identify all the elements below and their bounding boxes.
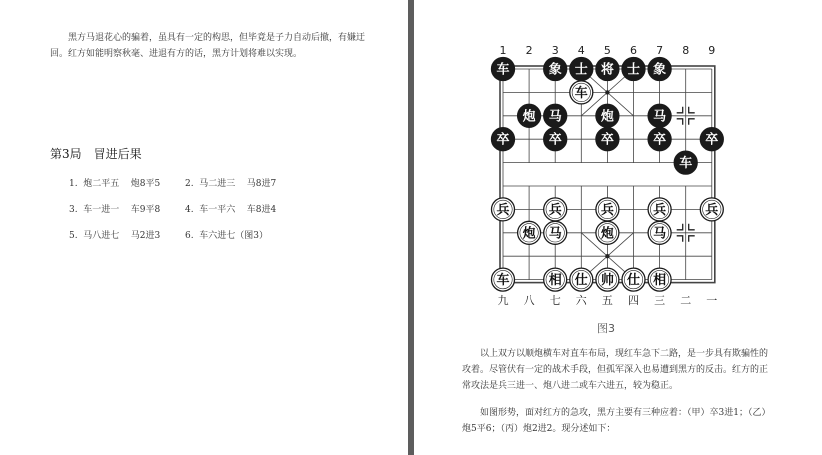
piece-label: 象 [653, 62, 667, 78]
piece-label: 车 [574, 85, 588, 101]
piece-label: 兵 [600, 202, 614, 218]
move-entry: 5. 马八进七 马2进3 [69, 231, 161, 241]
file-label-bottom: 八 [523, 294, 535, 307]
position-mark [677, 224, 683, 230]
file-label-bottom: 二 [680, 294, 692, 307]
piece-label: 炮 [600, 109, 614, 125]
position-mark [689, 236, 695, 242]
file-label-bottom: 七 [549, 294, 561, 307]
file-label-top: 9 [708, 44, 716, 57]
piece-label: 车 [496, 273, 510, 289]
file-label-top: 8 [682, 44, 690, 57]
piece-label: 马 [548, 109, 562, 125]
position-mark [677, 107, 683, 113]
position-mark [689, 107, 695, 113]
piece-label: 卒 [496, 132, 510, 148]
file-label-top: 4 [577, 44, 585, 57]
piece-label: 卒 [548, 132, 562, 148]
figure-caption: 图3 [597, 322, 615, 335]
analysis-paragraph-1: 以上双方以顺炮横车对直车布局，现红车急下二路，是一步具有欺骗性的攻着。尽管伏有一定的战术手段，但孤军深入也易遭到黑方的反击。红方的正常攻法是兵三进一、炮八进二或车六进五，较为稳正。 [462, 349, 769, 391]
position-mark [689, 224, 695, 230]
palace-dot [605, 90, 609, 94]
piece-label: 帅 [600, 273, 614, 289]
file-label-bottom: 四 [628, 294, 639, 307]
piece-label: 卒 [705, 132, 719, 148]
file-label-bottom: 九 [497, 294, 509, 307]
piece-label: 仕 [626, 273, 641, 289]
piece-label: 象 [548, 62, 562, 78]
file-label-top: 3 [551, 44, 559, 57]
piece-label: 兵 [705, 202, 719, 218]
piece-label: 兵 [548, 202, 562, 218]
piece-label: 马 [653, 109, 667, 125]
piece-label: 士 [626, 62, 641, 78]
right-page [414, 0, 822, 455]
move-entry: 4. 车一平六 车8进4 [185, 205, 277, 215]
piece-label: 马 [548, 226, 562, 242]
position-mark [689, 119, 695, 125]
piece-label: 卒 [653, 132, 667, 148]
move-entry: 3. 车一进一 车9平8 [69, 205, 161, 215]
palace-dot [605, 254, 609, 258]
piece-label: 炮 [522, 226, 536, 242]
file-label-top: 5 [603, 44, 611, 57]
file-label-top: 2 [525, 44, 533, 57]
piece-label: 马 [653, 226, 667, 242]
piece-label: 炮 [600, 226, 614, 242]
position-mark [677, 119, 683, 125]
piece-label: 炮 [522, 109, 536, 125]
file-label-bottom: 六 [575, 294, 587, 307]
position-mark [677, 236, 683, 242]
chess-board-figure [414, 0, 822, 340]
file-label-top: 6 [630, 44, 637, 57]
piece-label: 车 [496, 62, 510, 78]
file-label-bottom: 五 [601, 294, 613, 307]
file-label-top: 1 [499, 44, 507, 57]
piece-label: 相 [653, 273, 667, 289]
piece-label: 兵 [653, 202, 667, 218]
piece-label: 将 [600, 62, 614, 78]
file-label-bottom: 一 [706, 294, 718, 307]
move-entry: 2. 马二进三 马8进7 [185, 179, 277, 189]
piece-label: 仕 [574, 273, 588, 289]
left-page [0, 0, 408, 455]
piece-label: 相 [548, 273, 562, 289]
file-label-top: 7 [656, 44, 664, 57]
piece-label: 士 [574, 62, 588, 78]
analysis-paragraph-2: 如图形势，面对红方的急攻，黑方主要有三种应着：（甲）卒3进1；（乙）炮5平6；（丙）炮2进2。现分述如下： [462, 408, 771, 434]
piece-label: 兵 [496, 202, 510, 218]
intro-paragraph: 黑方马退花心的骗着，虽具有一定的构思，但毕竟是子力自动后撤，有嫌迂回。红方如能明察秋毫、进退有方的话，黑方计划将难以实现。 [50, 33, 366, 59]
move-entry: 1. 炮二平五 炮8平5 [69, 179, 161, 189]
game-heading: 第3局 冒进后果 [50, 147, 142, 161]
file-label-bottom: 三 [654, 294, 666, 307]
piece-label: 车 [679, 156, 693, 172]
piece-label: 卒 [600, 132, 614, 148]
move-entry: 6. 车六进七（图3） [185, 231, 269, 241]
